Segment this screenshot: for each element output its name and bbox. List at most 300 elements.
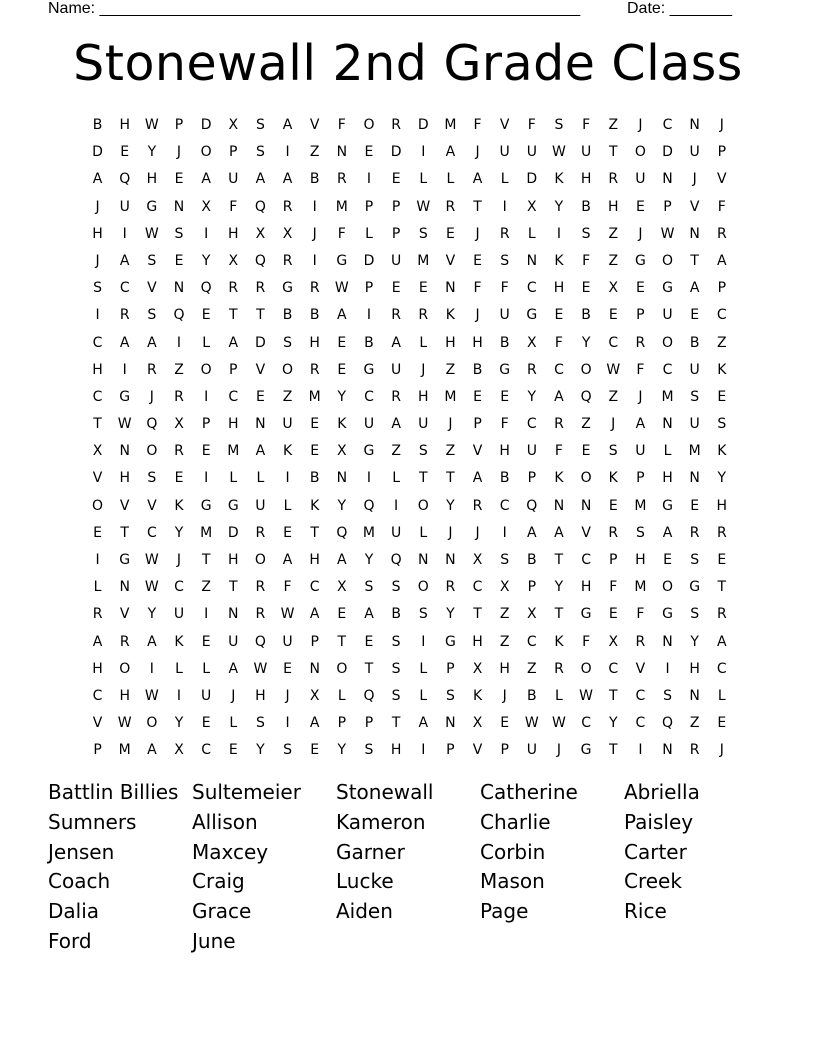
grid-letter: S [147, 470, 157, 487]
grid-letter: E [337, 334, 347, 351]
grid-letter: B [527, 687, 537, 704]
grid-letter: G [662, 606, 673, 623]
grid-letter: O [662, 252, 674, 269]
grid-letter: Y [337, 742, 347, 759]
grid-letter: O [580, 361, 592, 378]
grid-letter: R [282, 198, 293, 215]
grid-letter: A [255, 171, 266, 188]
grid-letter: X [337, 579, 347, 596]
grid-letter: N [553, 497, 565, 514]
grid-letter: L [555, 687, 563, 704]
grid-letter: F [717, 198, 726, 215]
grid-letter: S [147, 252, 157, 269]
grid-letter: C [119, 280, 130, 297]
grid-letter: H [580, 171, 592, 188]
grid-letter: B [309, 307, 320, 324]
grid-letter: S [663, 687, 672, 704]
grid-letter: F [582, 117, 591, 133]
grid-letter: E [174, 171, 184, 188]
grid-letter: K [717, 361, 727, 378]
grid-letter: L [419, 660, 428, 677]
grid-letter: M [335, 198, 348, 215]
grid-letter: W [280, 606, 295, 623]
grid-letter: L [256, 470, 265, 487]
grid-letter: P [500, 742, 509, 759]
grid-letter: T [228, 579, 238, 596]
grid-letter: L [717, 687, 726, 704]
grid-letter: X [228, 252, 239, 269]
grid-letter: R [445, 579, 456, 596]
grid-letter: I [394, 497, 399, 514]
grid-letter: Q [254, 198, 266, 215]
grid-letter: F [500, 280, 509, 297]
word-list-item: Creek [624, 869, 682, 894]
grid-letter: U [662, 307, 673, 324]
grid-letter: F [609, 579, 618, 596]
grid-letter: A [255, 443, 266, 460]
grid-letter: E [445, 225, 455, 242]
grid-letter: A [147, 633, 157, 650]
grid-letter: P [364, 198, 374, 215]
grid-letter: T [473, 606, 482, 623]
grid-letter: S [283, 742, 292, 759]
grid-letter: P [636, 307, 645, 324]
word-list-item: Charlie [480, 809, 551, 834]
grid-letter: S [717, 416, 727, 433]
grid-letter: S [174, 225, 184, 242]
grid-letter: B [309, 470, 320, 487]
grid-letter: K [554, 633, 564, 650]
word-list [48, 778, 768, 957]
grid-letter: T [120, 524, 129, 541]
grid-letter: S [93, 280, 103, 297]
grid-letter: E [581, 443, 591, 460]
grid-letter: Z [581, 416, 591, 433]
grid-letter: J [176, 552, 182, 568]
word-list-item: Aiden [336, 899, 393, 924]
grid-letter: R [391, 388, 401, 405]
grid-letter: Y [147, 144, 157, 161]
grid-letter: E [201, 715, 211, 732]
word-list-item: Dalia [48, 899, 100, 924]
grid-letter: V [581, 524, 591, 541]
grid-letter: A [472, 470, 483, 487]
grid-letter: C [716, 660, 727, 677]
grid-letter: T [690, 252, 699, 269]
grid-letter: R [174, 388, 184, 405]
grid-letter: C [309, 579, 320, 596]
grid-letter: L [419, 171, 428, 188]
grid-letter: I [285, 715, 290, 732]
grid-letter: E [337, 606, 347, 623]
grid-letter: S [283, 334, 292, 351]
grid-letter: T [717, 579, 727, 596]
grid-letter: J [475, 144, 480, 161]
grid-letter: F [636, 606, 645, 623]
grid-letter: A [717, 252, 727, 269]
grid-letter: H [255, 687, 266, 704]
grid-letter: O [363, 117, 375, 133]
grid-letter: C [174, 579, 184, 596]
grid-letter: L [202, 660, 211, 677]
grid-letter: Q [662, 715, 674, 732]
grid-letter: J [692, 171, 697, 188]
grid-letter: A [309, 715, 320, 732]
grid-letter: X [608, 633, 619, 650]
grid-letter: E [690, 497, 700, 514]
grid-letter: W [416, 198, 431, 215]
grid-letter: E [364, 633, 374, 650]
grid-letter: C [554, 361, 564, 378]
grid-letter: H [635, 552, 646, 568]
grid-letter: A [282, 117, 293, 133]
grid-letter: A [92, 171, 103, 188]
grid-letter: E [228, 742, 238, 759]
grid-letter: C [662, 361, 673, 378]
grid-letter: E [418, 280, 428, 297]
grid-letter: H [309, 334, 320, 351]
grid-letter: J [95, 252, 100, 269]
grid-letter: D [200, 117, 212, 133]
grid-letter: L [202, 334, 211, 351]
grid-letter: A [364, 606, 374, 623]
grid-letter: X [337, 443, 347, 460]
grid-letter: F [582, 633, 591, 650]
grid-letter: C [92, 687, 103, 704]
grid-letter: V [119, 497, 130, 514]
grid-letter: S [690, 388, 700, 405]
grid-letter: F [636, 361, 645, 378]
grid-letter: S [445, 687, 455, 704]
word-list-item: Craig [192, 869, 245, 894]
grid-letter: V [472, 742, 483, 759]
grid-letter: I [421, 742, 426, 759]
grid-letter: A [554, 524, 564, 541]
grid-letter: L [392, 470, 401, 487]
grid-letter: R [689, 524, 700, 541]
grid-letter: E [174, 470, 184, 487]
grid-letter: V [472, 443, 483, 460]
grid-letter: H [390, 742, 402, 759]
grid-letter: M [634, 497, 647, 514]
grid-letter: I [421, 144, 426, 161]
grid-letter: R [92, 606, 103, 623]
grid-letter: H [92, 225, 103, 242]
grid-letter: J [638, 117, 643, 133]
grid-letter: Y [446, 606, 455, 623]
grid-letter: U [499, 307, 510, 324]
grid-letter: R [336, 171, 347, 188]
grid-letter: I [556, 225, 562, 242]
grid-letter: F [500, 416, 509, 433]
grid-letter: X [527, 334, 537, 351]
grid-letter: W [660, 225, 675, 242]
grid-letter: A [119, 334, 130, 351]
word-list-item: Allison [192, 809, 258, 834]
grid-letter: U [635, 171, 646, 188]
grid-letter: W [144, 117, 159, 133]
grid-letter: L [419, 687, 428, 704]
grid-letter: E [201, 307, 211, 324]
word-list-item: Carter [624, 839, 687, 864]
grid-letter: A [391, 334, 401, 351]
grid-letter: K [174, 633, 184, 650]
grid-letter: J [448, 416, 453, 433]
grid-letter: E [717, 388, 727, 405]
grid-letter: Q [580, 388, 592, 405]
grid-letter: L [229, 715, 238, 732]
grid-letter: W [524, 715, 539, 732]
grid-letter: U [255, 497, 266, 514]
grid-letter: W [606, 361, 621, 378]
grid-letter: A [527, 524, 537, 541]
grid-letter: A [309, 606, 320, 623]
grid-letter: T [418, 470, 428, 487]
grid-letter: I [204, 388, 209, 405]
grid-letter: W [117, 416, 132, 433]
grid-letter: C [364, 388, 374, 405]
grid-letter: R [119, 307, 130, 324]
grid-letter: T [473, 198, 482, 215]
grid-letter: V [635, 660, 646, 677]
grid-letter: Q [173, 307, 185, 324]
grid-letter: E [283, 524, 292, 541]
grid-letter: R [146, 361, 157, 378]
grid-letter: R [635, 334, 646, 351]
grid-letter: J [149, 388, 154, 405]
grid-letter: U [282, 633, 293, 650]
grid-letter: R [174, 443, 184, 460]
grid-letter: I [176, 687, 182, 704]
grid-letter: Y [174, 715, 184, 732]
grid-letter: E [120, 144, 130, 161]
grid-letter: I [312, 198, 317, 215]
grid-letter: F [554, 334, 563, 351]
word-list-item: Grace [192, 899, 252, 924]
grid-letter: E [635, 198, 645, 215]
grid-letter: D [255, 334, 266, 351]
grid-letter: B [581, 198, 591, 215]
grid-letter: N [445, 280, 456, 297]
grid-letter: N [526, 252, 538, 269]
grid-letter: Y [581, 334, 591, 351]
grid-letter: J [421, 361, 426, 378]
grid-letter: Q [254, 252, 266, 269]
grid-letter: T [228, 307, 238, 324]
word-list-item: Jensen [48, 839, 115, 864]
word-list-item: Battlin Billies [48, 780, 179, 804]
grid-letter: V [499, 117, 510, 133]
grid-letter: G [662, 497, 673, 514]
grid-letter: A [662, 524, 673, 541]
grid-letter: I [204, 606, 209, 623]
grid-letter: M [200, 524, 213, 541]
grid-letter: G [119, 552, 131, 568]
grid-letter: B [282, 307, 293, 324]
grid-letter: C [608, 334, 619, 351]
grid-letter: C [608, 660, 619, 677]
grid-letter: C [526, 633, 537, 650]
grid-letter: S [608, 443, 618, 460]
grid-letter: N [336, 470, 348, 487]
grid-letter: H [580, 579, 592, 596]
grid-letter: O [580, 470, 592, 487]
grid-letter: Y [717, 470, 727, 487]
grid-letter: I [204, 470, 209, 487]
grid-letter: R [716, 225, 727, 242]
grid-letter: I [176, 334, 182, 351]
grid-letter: E [500, 715, 510, 732]
grid-letter: R [608, 524, 619, 541]
grid-letter: U [390, 524, 402, 541]
grid-letter: X [608, 280, 619, 297]
grid-letter: M [444, 388, 457, 405]
grid-letter: S [391, 660, 401, 677]
grid-letter: I [149, 660, 154, 677]
grid-letter: X [92, 443, 103, 460]
grid-letter: C [526, 280, 537, 297]
grid-letter: M [308, 388, 321, 405]
grid-letter: G [227, 497, 239, 514]
grid-letter: P [473, 416, 482, 433]
grid-letter: H [92, 361, 103, 378]
grid-letter: H [499, 443, 510, 460]
grid-letter: T [364, 660, 374, 677]
grid-letter: I [312, 252, 317, 269]
grid-letter: V [147, 280, 157, 297]
grid-letter: R [554, 416, 564, 433]
grid-letter: H [309, 552, 320, 568]
grid-letter: S [690, 606, 700, 623]
grid-letter: R [228, 280, 239, 297]
grid-letter: Z [608, 252, 619, 269]
word-list-item: Stonewall [336, 780, 434, 804]
grid-letter: J [719, 742, 724, 759]
grid-letter: E [364, 144, 374, 161]
grid-letter: A [337, 552, 347, 568]
grid-letter: K [472, 687, 483, 704]
grid-letter: W [253, 660, 268, 677]
grid-letter: L [365, 225, 373, 242]
word-list-item: Catherine [480, 780, 578, 804]
grid-letter: G [580, 742, 592, 759]
grid-letter: S [500, 252, 510, 269]
word-list-item: Garner [336, 839, 405, 864]
grid-letter: V [689, 198, 700, 215]
grid-letter: I [502, 524, 507, 541]
grid-letter: A [201, 171, 211, 188]
grid-letter: V [309, 117, 320, 133]
grid-letter: R [391, 307, 401, 324]
grid-letter: R [255, 579, 266, 596]
grid-letter: N [689, 225, 700, 242]
grid-letter: U [363, 416, 375, 433]
word-list-item: Kameron [336, 809, 426, 834]
grid-letter: O [92, 497, 104, 514]
word-list-item: Ford [48, 928, 92, 953]
grid-letter: I [95, 552, 100, 568]
grid-letter: J [285, 687, 290, 704]
grid-letter: E [391, 280, 401, 297]
grid-letter: Q [390, 552, 402, 568]
grid-letter: Z [391, 443, 401, 460]
grid-letter: F [229, 198, 238, 215]
grid-letter: E [608, 307, 618, 324]
grid-letter: R [689, 742, 700, 759]
grid-letter: Y [446, 497, 455, 514]
grid-letter: G [634, 252, 646, 269]
grid-letter: X [309, 687, 320, 704]
grid-letter: N [336, 144, 348, 161]
grid-letter: K [445, 307, 455, 324]
grid-letter: T [446, 470, 455, 487]
grid-letter: H [119, 687, 130, 704]
grid-letter: H [228, 225, 239, 242]
grid-letter: B [499, 470, 510, 487]
grid-letter: O [282, 361, 294, 378]
grid-letter: B [527, 552, 537, 568]
grid-letter: Y [554, 198, 564, 215]
grid-letter: Y [337, 388, 347, 405]
grid-letter: S [635, 524, 645, 541]
grid-letter: X [472, 552, 483, 568]
grid-letter: K [554, 470, 564, 487]
grid-letter: S [391, 579, 401, 596]
grid-letter: O [417, 579, 429, 596]
grid-letter: A [391, 416, 401, 433]
grid-letter: T [93, 416, 102, 433]
grid-letter: E [201, 633, 211, 650]
word-list-item: Page [480, 899, 529, 924]
grid-letter: B [309, 171, 320, 188]
grid-letter: W [144, 552, 159, 568]
grid-letter: K [310, 497, 320, 514]
grid-letter: Q [200, 280, 212, 297]
grid-letter: P [337, 715, 347, 732]
grid-letter: T [608, 687, 618, 704]
grid-letter: G [662, 280, 673, 297]
grid-letter: H [472, 334, 483, 351]
grid-letter: D [662, 144, 673, 161]
grid-letter: P [391, 198, 401, 215]
grid-letter: P [93, 742, 102, 759]
grid-letter: C [635, 687, 646, 704]
grid-letter: U [689, 361, 700, 378]
grid-letter: A [689, 280, 700, 297]
grid-letter: P [310, 633, 319, 650]
grid-letter: N [662, 742, 673, 759]
grid-letter: H [119, 470, 130, 487]
grid-letter: P [527, 470, 537, 487]
grid-letter: P [201, 416, 211, 433]
grid-letter: K [608, 470, 618, 487]
grid-letter: W [552, 715, 566, 732]
grid-letter: V [92, 470, 103, 487]
grid-letter: C [499, 497, 510, 514]
grid-letter: S [255, 715, 265, 732]
grid-letter: S [690, 552, 700, 568]
grid-letter: C [146, 524, 157, 541]
grid-letter: A [147, 334, 157, 351]
word-list-item: Coach [48, 869, 111, 894]
grid-letter: Z [445, 361, 456, 378]
word-list-item: Paisley [624, 809, 694, 834]
grid-letter: R [608, 171, 619, 188]
grid-letter: I [366, 307, 372, 324]
grid-letter: R [282, 252, 293, 269]
grid-letter: E [473, 388, 482, 405]
grid-letter: L [527, 225, 536, 242]
